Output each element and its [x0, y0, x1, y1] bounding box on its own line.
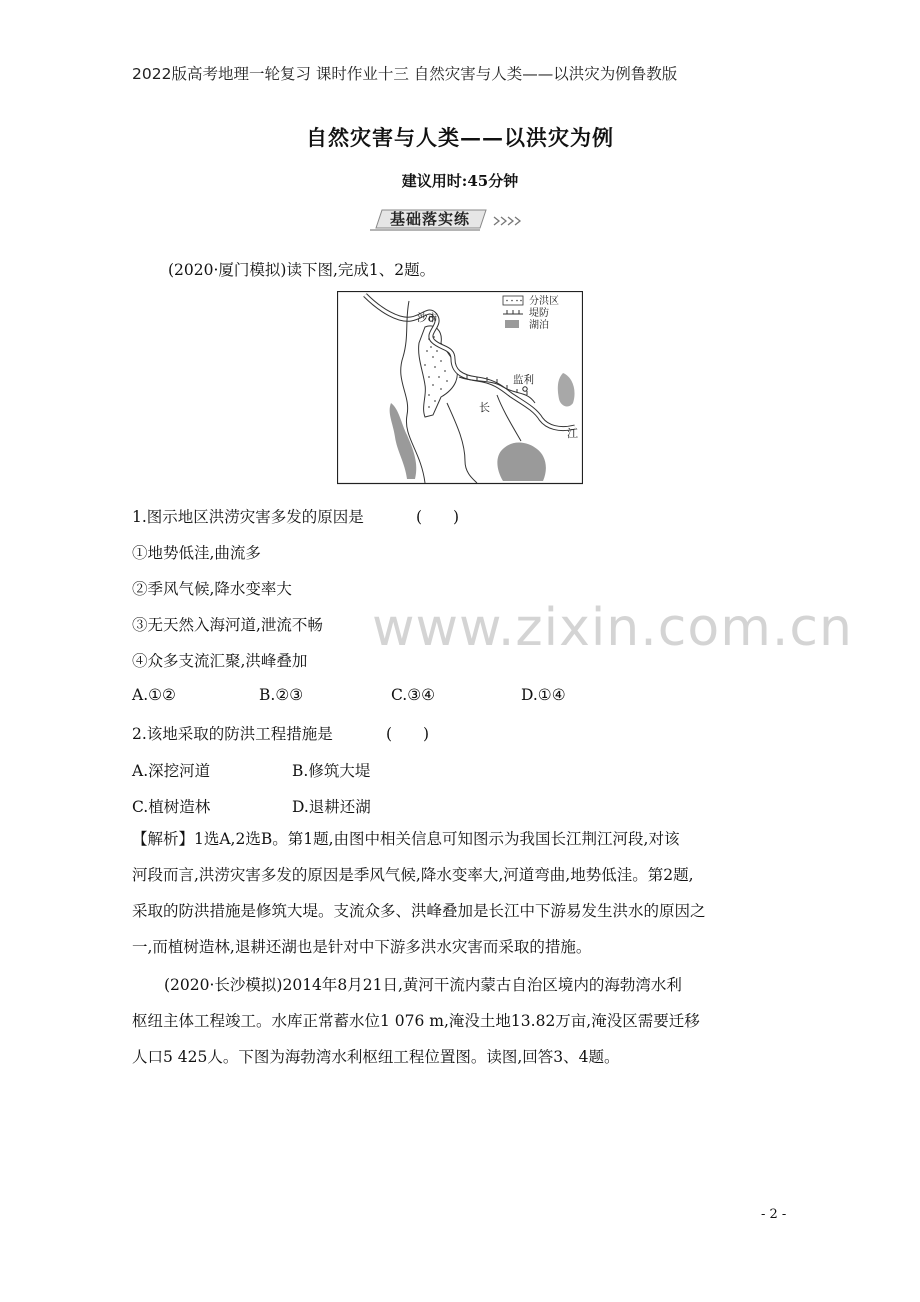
river-label-chang: 长 [479, 401, 490, 414]
q2-answer-bracket: ( ) [386, 725, 430, 743]
banner-label: 基础落实练 [390, 210, 471, 228]
analysis-line-4: 一,而植树造林,退耕还湖也是针对中下游多洪水灾害而采取的措施。 [132, 938, 592, 956]
q1-option-d: D.①④ [521, 686, 566, 704]
city-jianli-marker [523, 387, 527, 391]
q1-answer-bracket: ( ) [416, 508, 460, 526]
legend-label-embankment: 堤防 [529, 308, 549, 319]
q1-option-b: B.②③ [259, 686, 304, 704]
intro-q3-4-line-3: 人口5 425人。下图为海勃湾水利枢纽工程位置图。读图,回答3、4题。 [132, 1048, 620, 1066]
intro-q3-4-line-1: (2020·长沙模拟)2014年8月21日,黄河干流内蒙古自治区境内的海勃湾水利 [164, 976, 682, 994]
page-title: 自然灾害与人类——以洪灾为例 [306, 125, 614, 150]
city-shashi-label: 沙市 [417, 312, 438, 324]
q1-stem: 1.图示地区洪涝灾害多发的原因是 [132, 508, 364, 526]
analysis-line-3: 采取的防洪措施是修筑大堤。支流众多、洪峰叠加是长江中下游易发生洪水的原因之 [132, 902, 706, 920]
analysis-line-1: 【解析】1选A,2选B。第1题,由图中相关信息可知图示为我国长江荆江河段,对该 [132, 830, 680, 848]
q1-item-3: ③无天然入海河道,泄流不畅 [132, 616, 323, 634]
q1-option-c: C.③④ [391, 686, 436, 704]
legend-label-lake: 湖泊 [529, 320, 549, 331]
intro-q1-2: (2020·厦门模拟)读下图,完成1、2题。 [168, 261, 436, 279]
analysis-line-2: 河段而言,洪涝灾害多发的原因是季风气候,降水变率大,河道弯曲,地势低洼。第2题, [132, 866, 694, 884]
document-header: 2022版高考地理一轮复习 课时作业十三 自然灾害与人类——以洪灾为例鲁教版 [132, 65, 678, 83]
river-label-jiang: 江 [567, 427, 578, 440]
page-number: - 2 - [761, 1207, 787, 1222]
q1-item-1: ①地势低洼,曲流多 [132, 544, 261, 562]
legend-swatch-lake [505, 320, 519, 328]
q2-option-d: D.退耕还湖 [292, 798, 371, 816]
city-jianli-label: 监利 [513, 374, 534, 386]
q2-option-a: A.深挖河道 [132, 762, 211, 780]
watermark: www.zixin.com.cn [372, 598, 853, 658]
q2-stem: 2.该地采取的防洪工程措施是 [132, 725, 333, 743]
section-banner [368, 206, 528, 232]
q1-option-a: A.①② [132, 686, 176, 704]
q1-item-4: ④众多支流汇聚,洪峰叠加 [132, 652, 308, 670]
flood-map-figure [337, 291, 583, 485]
q2-option-b: B.修筑大堤 [292, 762, 371, 780]
q1-item-2: ②季风气候,降水变率大 [132, 580, 292, 598]
legend-label-diversion: 分洪区 [529, 296, 559, 307]
intro-q3-4-line-2: 枢纽主体工程竣工。水库正常蓄水位1 076 m,淹没土地13.82万亩,淹没区需要迁移 [132, 1012, 700, 1030]
q2-option-c: C.植树造林 [132, 798, 211, 816]
suggested-time: 建议用时:45分钟 [401, 172, 519, 190]
legend-swatch-diversion [503, 296, 523, 305]
